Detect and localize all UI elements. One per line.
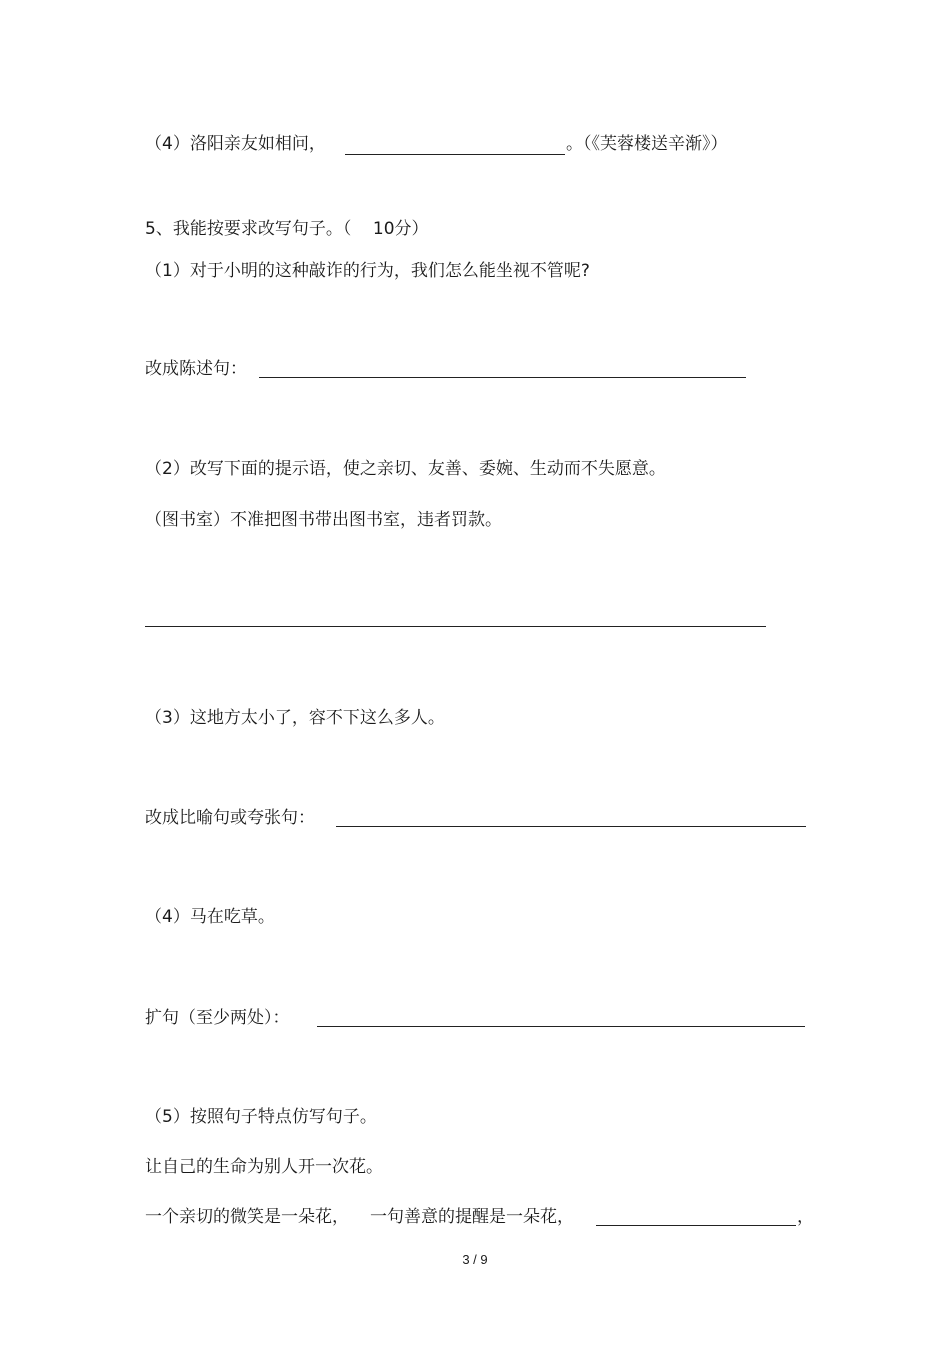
item3-answer-blank[interactable] [336, 826, 806, 827]
item2-answer-blank[interactable] [145, 626, 766, 627]
page-number: 3 / 9 [462, 1252, 488, 1267]
q4-suffix: 。（《芙蓉楼送辛渐》） [566, 134, 728, 154]
item1-answer-label: 改成陈述句： [145, 359, 247, 379]
item2-source: （图书室）不准把图书带出图书室，违者罚款。 [145, 510, 502, 530]
item1-answer-blank[interactable] [259, 377, 746, 378]
item5-prompt-b: 一句善意的提醒是一朵花， [370, 1207, 574, 1227]
item1-question: （1）对于小明的这种敲诈的行为，我们怎么能坐视不管呢? [145, 261, 590, 281]
q4-answer-blank[interactable] [345, 154, 565, 155]
item3-answer-label: 改成比喻句或夸张句： [145, 808, 315, 828]
item5-prompt-end: ， [797, 1207, 814, 1227]
item5-question: （5）按照句子特点仿写句子。 [145, 1107, 377, 1127]
item5-example: 让自己的生命为别人开一次花。 [145, 1157, 383, 1177]
item4-answer-label: 扩句（至少两处）： [145, 1008, 290, 1028]
item4-answer-blank[interactable] [317, 1026, 805, 1027]
item5-prompt-a: 一个亲切的微笑是一朵花， [145, 1207, 349, 1227]
item4-question: （4）马在吃草。 [145, 907, 275, 927]
section5-heading: 5、我能按要求改写句子。（ 10分） [145, 219, 429, 239]
item3-question: （3）这地方太小了，容不下这么多人。 [145, 708, 445, 728]
item2-question: （2）改写下面的提示语，使之亲切、友善、委婉、生动而不失愿意。 [145, 459, 666, 479]
q4-prefix: （4）洛阳亲友如相问， [145, 134, 326, 154]
item5-answer-blank[interactable] [596, 1225, 796, 1226]
